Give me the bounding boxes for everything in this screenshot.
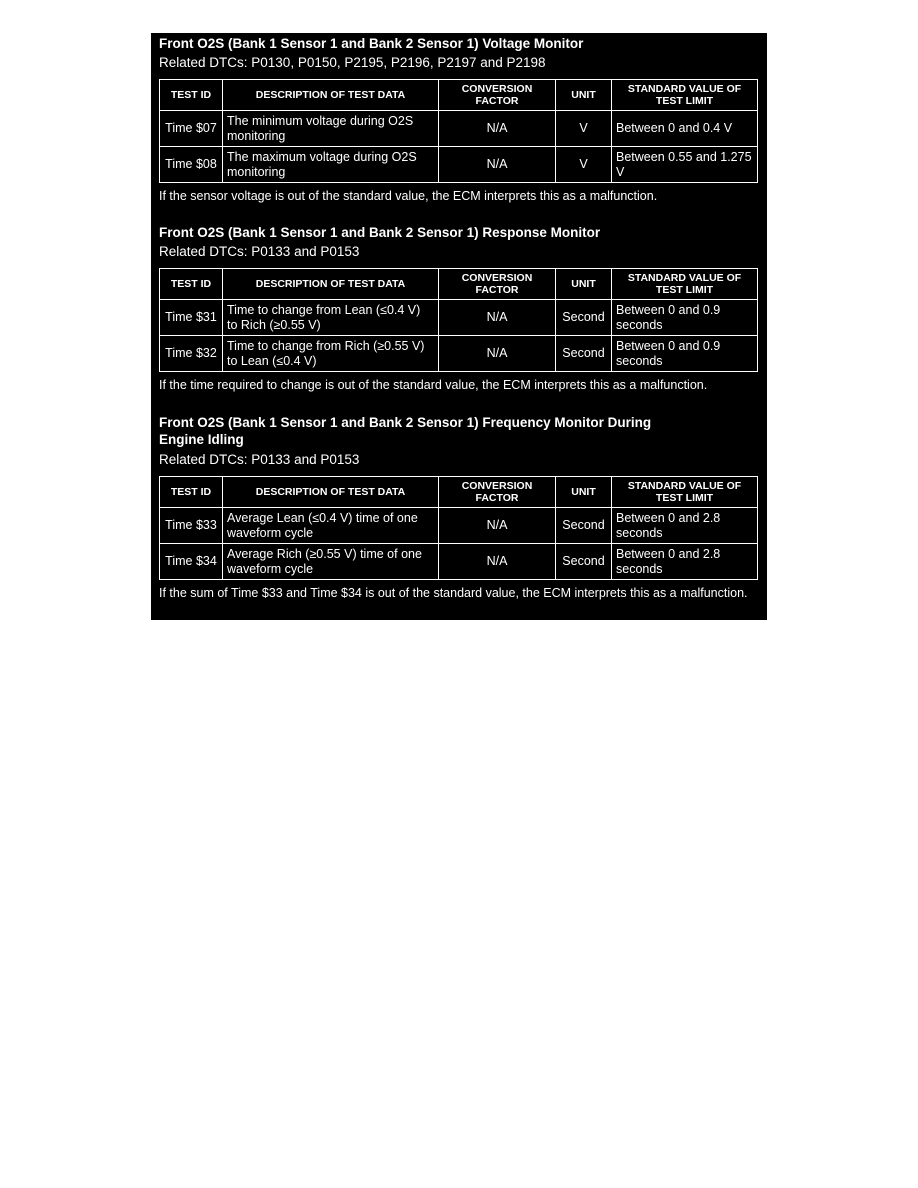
header-conversion-factor: CONVERSION FACTOR [439, 80, 556, 111]
section-title-frequency-monitor-line1: Front O2S (Bank 1 Sensor 1 and Bank 2 Sensor 1) Frequency Monitor During [159, 415, 652, 430]
cell-standard: Between 0.55 and 1.275 V [616, 149, 752, 179]
cell-description: Average Rich (≥0.55 V) time of one waveform cycle [227, 546, 422, 576]
header-test-id: TEST ID [160, 269, 223, 300]
header-unit: UNIT [556, 80, 612, 111]
spec-panel [151, 33, 767, 620]
table-row [160, 336, 758, 372]
cell-conversion: N/A [486, 310, 508, 324]
response-monitor-table [159, 268, 758, 372]
header-test-id: TEST ID [160, 477, 223, 508]
cell-standard: Between 0 and 2.8 seconds [616, 510, 721, 540]
table-row [160, 147, 758, 183]
cell-description: Time to change from Rich (≥0.55 V) to Lean (≤0.4 V) [227, 338, 425, 368]
cell-conversion: N/A [486, 554, 508, 568]
note-voltage-monitor: If the sensor voltage is out of the standard value, the ECM interprets this as a malfunction. [159, 189, 658, 203]
cell-description: The maximum voltage during O2S monitoring [227, 149, 417, 179]
cell-conversion: N/A [486, 157, 508, 171]
cell-unit: Second [562, 310, 605, 324]
note-frequency-monitor: If the sum of Time $33 and Time $34 is out of the standard value, the ECM interprets this as a malfunction. [159, 586, 748, 600]
cell-conversion: N/A [486, 518, 508, 532]
frequency-monitor-table [159, 476, 758, 580]
section-title-voltage-monitor: Front O2S (Bank 1 Sensor 1 and Bank 2 Sensor 1) Voltage Monitor [159, 36, 584, 51]
cell-unit: Second [562, 346, 605, 360]
header-description: DESCRIPTION OF TEST DATA [223, 477, 439, 508]
header-description: DESCRIPTION OF TEST DATA [223, 80, 439, 111]
cell-conversion: N/A [486, 346, 508, 360]
cell-test-id: Time $33 [165, 518, 217, 532]
header-standard-value: STANDARD VALUE OF TEST LIMIT [612, 477, 758, 508]
section-title-frequency-monitor-line2: Engine Idling [159, 432, 244, 447]
table-header-row [160, 477, 758, 508]
cell-unit: Second [562, 518, 605, 532]
cell-test-id: Time $32 [165, 346, 217, 360]
cell-test-id: Time $08 [165, 157, 217, 171]
header-standard-value: STANDARD VALUE OF TEST LIMIT [612, 80, 758, 111]
cell-unit: V [579, 157, 588, 171]
table-header-row [160, 269, 758, 300]
header-standard-value: STANDARD VALUE OF TEST LIMIT [612, 269, 758, 300]
header-unit: UNIT [556, 269, 612, 300]
cell-standard: Between 0 and 2.8 seconds [616, 546, 721, 576]
table-row [160, 508, 758, 544]
related-dtcs-response-monitor: Related DTCs: P0133 and P0153 [159, 244, 360, 259]
cell-standard: Between 0 and 0.9 seconds [616, 302, 721, 332]
table-row [160, 544, 758, 580]
table-row [160, 300, 758, 336]
cell-test-id: Time $31 [165, 310, 217, 324]
cell-test-id: Time $34 [165, 554, 217, 568]
cell-standard: Between 0 and 0.9 seconds [616, 338, 721, 368]
cell-description: Time to change from Lean (≤0.4 V) to Rich (≥0.55 V) [227, 302, 421, 332]
note-response-monitor: If the time required to change is out of the standard value, the ECM interprets this as a malfunction. [159, 378, 708, 392]
cell-test-id: Time $07 [165, 121, 217, 135]
cell-unit: V [579, 121, 588, 135]
table-header-row [160, 80, 758, 111]
cell-description: Average Lean (≤0.4 V) time of one waveform cycle [227, 510, 418, 540]
header-description: DESCRIPTION OF TEST DATA [223, 269, 439, 300]
cell-standard: Between 0 and 0.4 V [616, 121, 733, 135]
related-dtcs-frequency-monitor: Related DTCs: P0133 and P0153 [159, 452, 360, 467]
cell-conversion: N/A [486, 121, 508, 135]
header-unit: UNIT [556, 477, 612, 508]
voltage-monitor-table [159, 79, 758, 183]
cell-description: The minimum voltage during O2S monitoring [227, 113, 414, 143]
header-conversion-factor: CONVERSION FACTOR [439, 477, 556, 508]
table-row [160, 111, 758, 147]
section-title-response-monitor: Front O2S (Bank 1 Sensor 1 and Bank 2 Sensor 1) Response Monitor [159, 225, 601, 240]
related-dtcs-voltage-monitor: Related DTCs: P0130, P0150, P2195, P2196, P2197 and P2198 [159, 55, 546, 70]
header-test-id: TEST ID [160, 80, 223, 111]
cell-unit: Second [562, 554, 605, 568]
header-conversion-factor: CONVERSION FACTOR [439, 269, 556, 300]
